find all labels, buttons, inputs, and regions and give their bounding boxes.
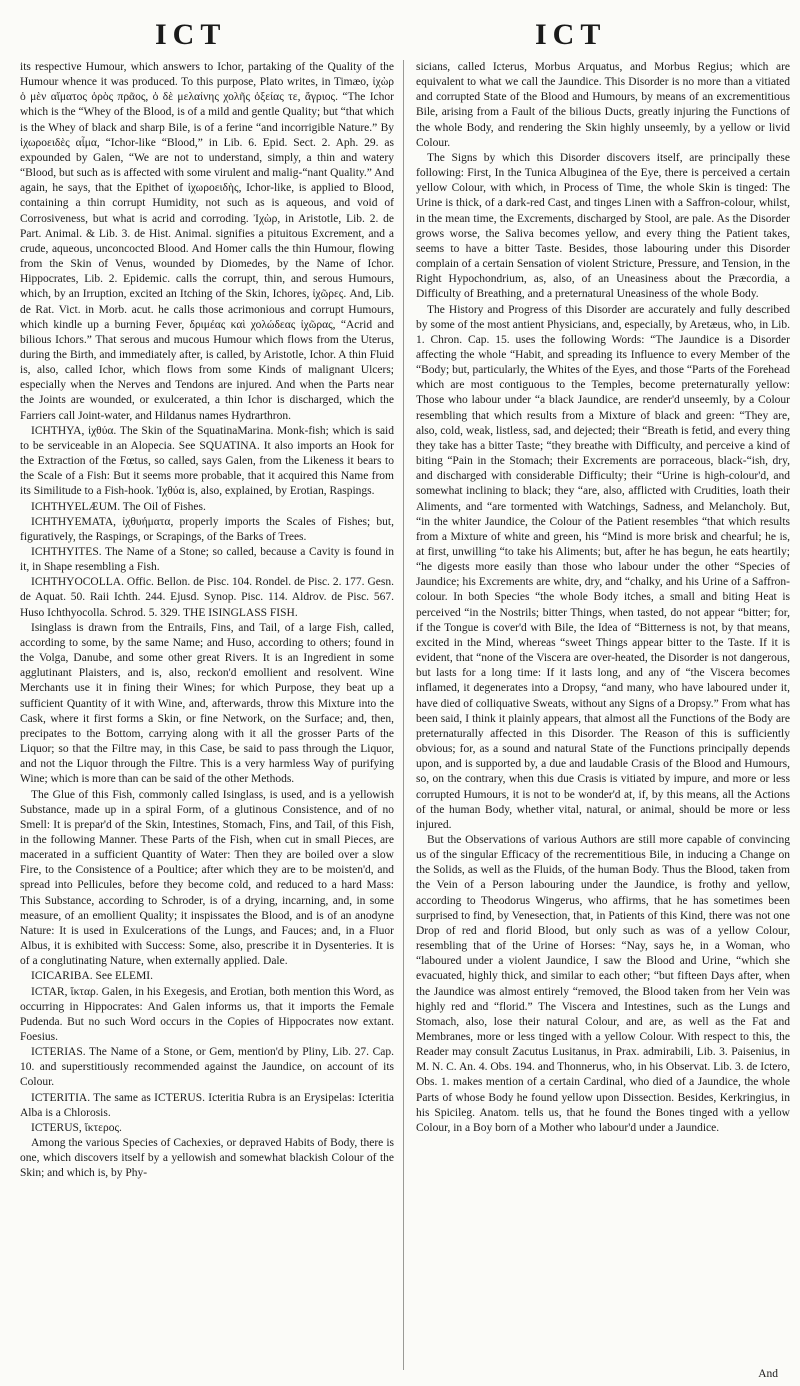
entry-ichthya: ICHTHYA, ἰχθύα. The Skin of the SquatinaMarina. Monk-fish; which is said to be serviceable in an Alopecia. See SQUATINA. It also imports an Hook for the Extraction of the Fœtus, so called, says Galen, from the Likeness it bears to the Scale of a Fish: But it seems more probable, that it acquired this Name from its Similitude to a Fish-hook. Ἰχθύα is, also, explained, by Erotian, Raspings. [20,424,394,498]
left-column [20,60,394,1378]
entry-icicariba: ICICARIBA. See ELEMI. [31,970,154,983]
paragraph-icterus-definition: sicians, called Icterus, Morbus Arquatus, and Morbus Regius; which are equivalent to what we call the Jaundice. This Disorder is no more than a vitiated and corrupted State of the Blood and Humours, by means of an excrementitious Bile, arising from a Fault of the bilious Ducts, greatly injuring the Functions of the whole Body, and rendering the Skin highly unseemly, by a yellow or livid Colour. [416,61,790,149]
column-divider [403,60,404,1370]
entry-icterias: ICTERIAS. The Name of a Stone, or Gem, mention'd by Pliny, Lib. 27. Cap. 10. and superstitiously recommended against the Jaundice, on account of its Colour. [20,1046,394,1089]
entry-ichthyemata: ICHTHYEMATA, ἰχθυήματα, properly imports the Scales of Fishes; but, figuratively, the Raspings, or Scrapings, of the Barks of Trees. [20,515,394,543]
running-head-right: ICT [535,18,607,51]
entry-icterus: ICTERUS, ἴκτερος. [31,1121,122,1134]
paragraph-observations: But the Observations of various Authors are still more capable of convincing us of the singular Efficacy of the recrementitious Bile, in inducing a Change on the Solids, as well as the Fluids, of the human Body. Thus the Blood, taken from the Vein of a Person labouring under the Jaundice, is frothy and yellow, according to Theodorus Wingerus, who affirms, that he has sometimes been surprised to find, by Venesection, that, in Patients of this Kind, there was not one Drop of red and florid Blood, but only such as was of a yellow Colour, resembling that of the Urine of Horses: “Nay, says he, in a Woman, who “laboured under a violent Jaundice, I saw the Blood and Urine, “which she evacuated, highly thick, and similar to each other; “but fifteen Days after, when the Jaundice was almost entirely “removed, the Blood taken from her Vein was highly red and “florid.” The Viscera and Intestines, such as the Lungs and Stomach, also, lose their natural Colour, and are, as well as the Fat and Membranes, more or less tinged with a yellow Colour. With respect to this, the Reader may consult Zacutus Lusitanus, in Prax. admirabili, Lib. 3. Paisenius, in M. N. C. An. 4. Obs. 194. and Thonnerus, who, in his Observat. Lib. 3. de Ictero, Obs. 1. makes mention of a certain Cardinal, who died of a Jaundice, the whole Parts of whose Body he found yellow upon Dissection. Besides, Kerkringius, in his Spicileg. Anatom. tells us, that he found the Bones tinged with a yellow Colour, in a Boy born of a Mother who labour'd under a Jaundice. [416,833,790,1134]
paragraph-ichor-continuation: its respective Humour, which answers to Ichor, partaking of the Quality of the Humour whence it was produced. To this purpose, Plato writes, in Timæo, ἰχὼρ ὁ μὲν αἵματος ὀρὸς πρᾶος, ὁ δὲ μελαίνης χολῆς ὀξείας τε, ἄγριος. “The Ichor which is the “Whey of the Blood, is of a mild and gentle Quality; but “that which is the Whey of black and sharp Bile, is of a ferine “and incorrigible Nature.” By ἰχωροειδὲς αἷμα, “Ichor-like “Blood,” in Lib. 6. Epid. Sect. 2. Aph. 29. as expounded by Galen, “We are not to understand, simply, a thin and watery “Blood, but such as is affected with some virulent and malig-“nant Quality.” And again, he says, that the Epithet of ἰχωροειδὴς, Ichor-like, is applied to Blood, containing a thin corrupt Humidity, not such as is aqueous, and void of Corrosiveness, but what is acrid and corroding. Ἰχὼρ, in Aristotle, Lib. 2. de Part. Animal. & Lib. 3. de Hist. Animal. signifies a pituitous Excrement, and a crude, aqueous, unconcocted Blood. And Homer calls the thin Humour, flowing from the Skin of Venus, wounded by Diomedes, by the Name of Ichor. Hippocrates, Lib. 2. Epidemic. calls the corrupt, thin, and serous Humours, which, by an Irruption, excited an Itching of the Skin, Ichores, ἰχῶρες. And, Lib. de Rat. Vict. in Morb. acut. he calls those acrimonious and corrupt Humours, which kindle up a burning Fever, δριμέας καὶ χολώδεας ἰχῶρας, “Acrid and bilious Ichors.” That serous and mucous Humour which flows from the Uterus, during the Birth, and immediately after, is called, by Aristotle, Ichor. A thin Fluid is, also, called Ichor, which flows from some Kinds of malignant Ulcers; especially when the Nerves and Tendons are injured. And when the Parts near the Joints are wounded, or exulcerated, a thin Ichor is discharged, which the Farriers call Joint-water, and Hildanus names Hydrarthron. [20,61,394,422]
paragraph-cachexies: Among the various Species of Cachexies, or depraved Habits of Body, there is one, which discovers itself by a yellowish and somewhat blackish Colour of the Skin; and which is, by Phy- [20,1137,394,1180]
running-head-left: ICT [155,18,227,51]
paragraph-glue: The Glue of this Fish, commonly called Isinglass, is used, and is a yellowish Substance, made up in a spiral Form, of a glutinous Consistence, and of no Smell: It is prepar'd of the Skin, Intestines, Stomach, Fins, and Tail, of this Fish, in the following Manner. These Parts of the Fish, when cut in small Pieces, are macerated in a sufficient Quantity of Water: Then they are boiled over a slow Fire, to the Consistence of a Poultice; after which they are to be moisten'd, and spread into Pellicules, before they become cold, and reduced to a hard Mass: This Substance, according to Schroder, is of a drying, incarning, and, in some measure, of an emollient Quality; it inspissates the Blood, and is of an anodyne Nature: It is used in Exulcerations of the Lungs, and Fauces; and, in a Fluor Albus, it is exhibited with Success: Some, also, prescribe it in Dysenteries. It is of a conglutinating Nature, when externally applied. Dale. [20,788,394,968]
paragraph-isinglass: Isinglass is drawn from the Entrails, Fins, and Tail, of a large Fish, called, according to some, by the same Name; and Huso, according to others; found in the Volga, Danube, and some other great Rivers. It is an Ingredient in some agglutinant Plaisters, and is, also, reckon'd emollient and resolvent. Wine Merchants use it in fining their Wines; for which Purpose, they beat up a sufficient Quantity of it with Wine, and, afterwards, throw this Mixture into the Cask, where it first forms a Skin, or fine Network, on the Surface; and, then, precipates to the Bottom, carrying along with it all the grosser Parts of the Liquor; so that the Filtre may, in this Case, be said to pass through the Liquor, and not the Liquor through the Filtre. This is a very harmless Way of purifying Wine; which is more than can be said of the other Methods. [20,621,394,786]
entry-ichthyelaeum: ICHTHYELÆUM. The Oil of Fishes. [31,500,206,513]
entry-ichthyites: ICHTHYITES. The Name of a Stone; so called, because a Cavity is found in it, in Shape resembling a Fish. [20,546,394,574]
catchword: And [758,1368,778,1380]
entry-icteritia: ICTERITIA. The same as ICTERUS. Ictеritia Rubra is an Erysipelas: Icteritia Alba is a Chlorosis. [20,1091,394,1119]
right-column [416,60,790,1378]
paragraph-history: The History and Progress of this Disorder are accurately and fully described by some of the most antient Physicians, and, especially, by Aretæus, who, in Lib. 1. Chron. Cap. 15. uses the following Words: “The Jaundice is a Disorder affecting the whole “Habit, and spreading its Influence to every Member of the “Body; but, particularly, the Whites of the Eyes, and those “Parts of the Forehead which are most contiguous to the Temples, become preternaturally yellow: Those who labour under “a black Jaundice, are render'd unseemly, by a Colour resembling that which results from a Mixture of black and green: “They are, also, cold, weak, listless, sad, and dejected; their “Breath is fetid, and every thing they take has a bitter Taste; “they breathe with Difficulty, and perceive a kind of biting “Pain in the Stomach; their Excrements are porraceous, black-“ish, dry, and discharged with considerable Difficulty; their “Urine is high-colour'd, and somewhat inclining to black; they “are, also, afflicted with Crudities, loath their Aliments, and “are tormented with Watchings, Sadness, and Melancholy. But, “in the whiter Jaundice, the Colour of the Patient resembles “that which results from a Mixture of white and green, his “Mind is more brisk and chearful; he is, at first, unwilling “to take his Aliments; but, after he has begun, he eats heartily; “he digests more easily than those who labour under the other “Species of Jaundice; his Excrements are white, dry, and “chalky, and his Urine of a Saffron-colour. In both Species “the whole Body itches, a small and biting Heat is perceived “in the Nostrils; bitter Things, when tasted, do not appear “bitter; for, if the Tongue is cover'd with Bile, the Idea of “Bitterness is not, by that means, excited in the Mind, whereas “sweet Things appear bitter to the Taste. If it is evident, that “none of the Viscera are over-heated, the Disorder is not dangerous, but lasts for a long time: If it lasts long, and any of “the Viscera becomes inflamed, it degenerates into a Dropsy, “and many, who have laboured under it, have died of colliquative Sweats, without any Signs of a Dropsy.” From what has been said, I think it plainly appears, that almost all the Functions of the Body are preternaturally affected in this Disorder. The Reason of this is sufficiently obvious; for, as a sound and natural State of the Functions principally depends upon, and is supported by, a due and laudable Crasis of the Blood and Humours, so, on the contrary, when this due Crasis is vitiated by impure, and more or less corrupted Humours, it is not to be wonder'd at, if, by this means, all the Actions of the human Body, whether vital, natural, or animal, should be more or less injured. [416,303,790,831]
entry-ictar: ICTAR, ἴκταρ. Galen, in his Exegesis, and Erotian, both mention this Word, as occurring in Hippocrates: And Galen informs us, that it imports the Female Pudenda. But no such Word occurs in the Copies of Hippocrates now extant. Foesius. [20,985,394,1043]
paragraph-signs: The Signs by which this Disorder discovers itself, are principally these following: First, In the Tunica Albuginea of the Eye, there is perceived a certain yellow Colour, with which, in Process of Time, the whole Skin is tinged: The Urine is thick, of a dark-red Cast, and tinges Linen with a Saffron-colour, whilst, in the mean time, the Excrements, discharged by Stool, are pale. As the Disorder grows worse, the Saliva becomes yellow, and every thing the Patient takes, seems to have a bitter Taste. Besides, those labouring under this Disorder complain of a certain Sensation of violent Stricture, Pressure, and Tension, in the Right Hypochondrium, as, also, of an Uneasiness about the Præcordia, a Difficulty of Breathing, and a preternatural Uneasiness of the whole Body. [416,151,790,301]
entry-ichthyocolla: ICHTHYOCOLLA. Offic. Bellon. de Pisc. 104. Rondel. de Pisc. 2. 177. Gesn. de Aquat. 50. Raii Ichth. 244. Ejusd. Synop. Pisc. 114. Aldrov. de Pisc. 567. Huso Ichthyocolla. Schrod. 5. 329. THE ISINGLASS FISH. [20,576,394,619]
